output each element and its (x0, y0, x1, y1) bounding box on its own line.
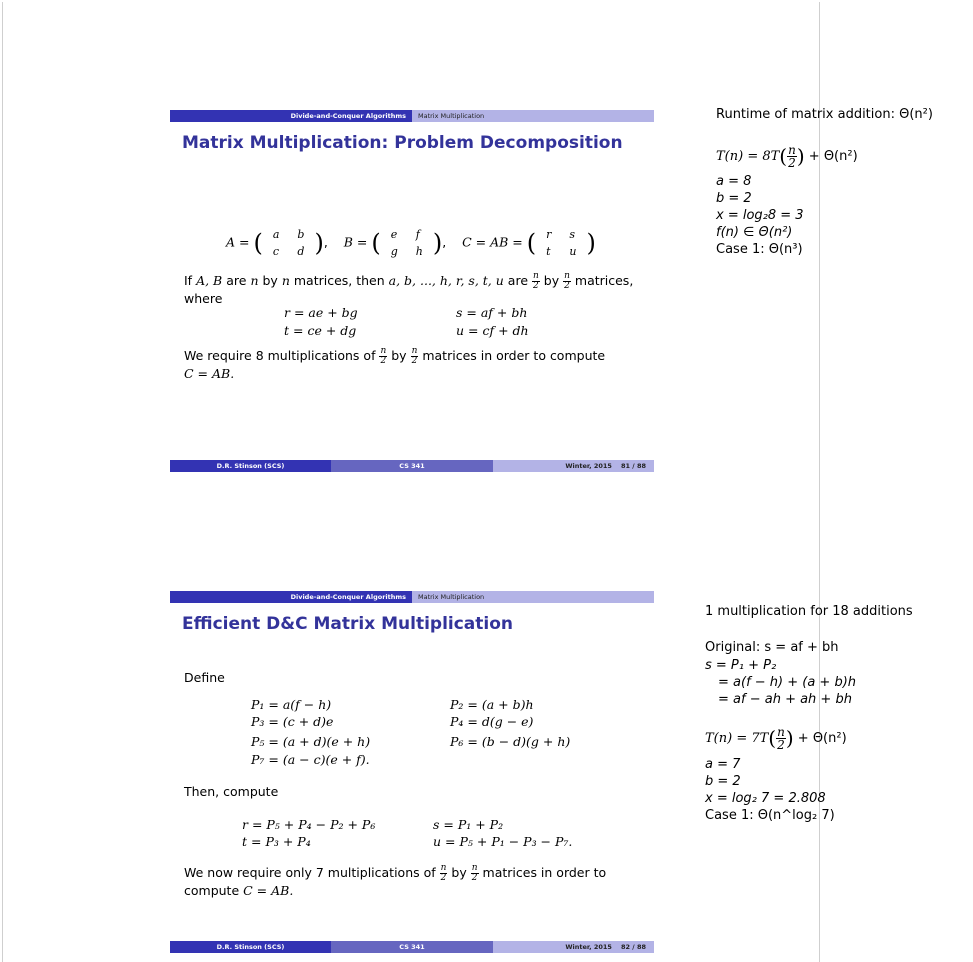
now-line-2: compute C = AB. (184, 883, 294, 898)
note-recurrence-2: T(n) = 7T( $\frac{n}{2}) + \Theta(n^2)$ (705, 725, 847, 752)
requirement-line: We require 8 multiplications of $\frac{n}{2}$ by $\frac{n}{2}$ matrices in order to compute (184, 346, 606, 366)
matrix-a-label: A = (226, 234, 250, 250)
matrix-c: r s t u (546, 228, 577, 258)
p-left-7: P₇ = (a − c)(e + f). (251, 752, 370, 767)
slide-title: Efficient D&C Matrix Multiplication (182, 614, 514, 634)
p-left-1: P₁ = a(f − h) (251, 697, 332, 712)
eq-u: u = cf + dh (456, 323, 529, 338)
where-label: where (184, 291, 223, 306)
matrix-c-label: C = AB = (462, 234, 523, 250)
note-original: Original: s = af + bh (705, 640, 839, 655)
footer-course: CS 341 (331, 460, 493, 472)
note-s-line-2: = a(f − h) + (a + b)h (718, 675, 857, 690)
note-s-line-3: = af − ah + ah + bh (718, 692, 852, 707)
note-x: x = log₂8 = 3 (716, 208, 804, 223)
note-b: b = 2 (716, 191, 752, 206)
footer-term-page: Winter, 2015 81 / 88 (493, 460, 654, 472)
matrix-b: e f g h (390, 228, 423, 258)
footer-page-number: 82 / 88 (621, 943, 646, 951)
footer-author: D.R. Stinson (SCS) (170, 941, 331, 953)
note-f: f(n) ∈ Θ(n²) (716, 225, 793, 240)
c-left-r: r = P₅ + P₄ − P₂ + P₆ (242, 817, 376, 832)
now-line: We now require only 7 multiplications of $\frac{n}{2}$ by $\frac{n}{2}$ matrices in order to (184, 863, 607, 883)
slide-header (170, 110, 654, 122)
eq-t: t = ce + dg (284, 323, 357, 338)
header-section: Divide-and-Conquer Algorithms (170, 591, 412, 603)
p-right-4: P₄ = d(g − e) (450, 714, 534, 729)
note-recurrence-1: T(n) = 8T( $\frac{n}{2}) + \Theta(n^2)$ (716, 143, 858, 170)
slide-title: Matrix Multiplication: Problem Decomposition (182, 133, 623, 153)
note-case2: Case 1: Θ(n^log₂ 7) (705, 808, 835, 823)
requirement-math: C = AB. (184, 366, 235, 381)
header-subsection: Matrix Multiplication (412, 591, 654, 603)
c-right-u: u = P₅ + P₁ − P₃ − P₇. (433, 834, 573, 849)
footer-author: D.R. Stinson (SCS) (170, 460, 331, 472)
p-left-5: P₅ = (a + d)(e + h) (251, 734, 371, 749)
c-left-t: t = P₃ + P₄ (242, 834, 311, 849)
note-x2: x = log₂ 7 = 2.808 (705, 791, 826, 806)
matrix-definitions: A = ( a b c d ), B = ( e f g h ), C = AB = ( r s t u ) (226, 225, 596, 261)
note-runtime: Runtime of matrix addition: Θ(n²) (716, 107, 933, 122)
slide-header (170, 591, 654, 603)
footer-term-page: Winter, 2015 82 / 88 (493, 941, 654, 953)
note-a: a = 8 (716, 174, 752, 189)
define-label: Define (184, 670, 225, 685)
c-right-s: s = P₁ + P₂ (433, 817, 504, 832)
then-label: Then, compute (184, 784, 279, 799)
eq-s: s = af + bh (456, 305, 528, 320)
slide-footer (170, 941, 654, 953)
header-section: Divide-and-Conquer Algorithms (170, 110, 412, 122)
note-a2: a = 7 (705, 757, 741, 772)
note-s-line-1: s = P₁ + P₂ (705, 658, 777, 673)
p-right-2: P₂ = (a + b)h (450, 697, 534, 712)
eq-r: r = ae + bg (284, 305, 358, 320)
p-right-6: P₆ = (b − d)(g + h) (450, 734, 571, 749)
note-b2: b = 2 (705, 774, 741, 789)
note-mult: 1 multiplication for 18 additions (705, 604, 913, 619)
matrix-b-label: B = (343, 234, 368, 250)
slide-footer (170, 460, 654, 472)
slide-82 (170, 591, 654, 955)
if-statement: If A, B are n by n matrices, then a, b, ..., h, r, s, t, u are $\frac{n}{2}$ by $\frac{n}{2}$ matrices, (184, 271, 634, 291)
slide-81 (170, 110, 654, 474)
matrix-a: a b c d (272, 228, 305, 258)
header-subsection: Matrix Multiplication (412, 110, 654, 122)
p-left-3: P₃ = (c + d)e (251, 714, 334, 729)
footer-course: CS 341 (331, 941, 493, 953)
footer-page-number: 81 / 88 (621, 462, 646, 470)
note-case: Case 1: Θ(n³) (716, 242, 803, 257)
